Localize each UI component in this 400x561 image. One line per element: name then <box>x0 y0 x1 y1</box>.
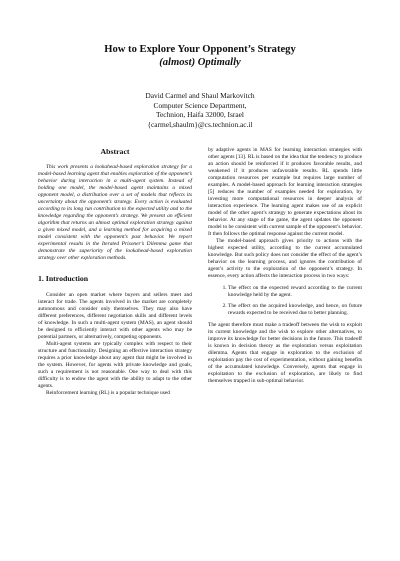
effect-item: 2. The effect on the acquired knowledge, and hence, on future rewards expected to be received due to better planning. <box>228 303 362 317</box>
paper-page <box>0 43 400 561</box>
effect-item: 1. The effect on the expected reward according to the current knowledge held by the agent. <box>228 285 362 299</box>
intro-paragraph-1: Consider an open market where buyers and sellers meet and interact for trade. The agents involved in the market are completely autonomous and consider only themselves. They may also have different preferences, different negotiation skills and different levels of knowledge. In such a multi-agent system (MAS), an agent should be designed to efficiently interact with other agents who may be potential partners, or alternatively, competing opponents. <box>38 292 192 341</box>
abstract-heading: Abstract <box>100 147 130 157</box>
title-line-2: (almost) Optimally <box>159 57 241 68</box>
introduction-heading: 1. Introduction <box>38 274 89 284</box>
author-block <box>38 91 362 129</box>
author-email: {carmel,shaulm}@cs.technion.ac.il <box>147 119 253 129</box>
title-line-1: How to Explore Your Opponent’s Strategy <box>104 44 296 55</box>
left-column <box>38 147 192 397</box>
right-column <box>208 147 362 397</box>
paper-title <box>38 43 362 69</box>
author-institution: Technion, Haifa 32000, Israel <box>156 110 244 120</box>
right-paragraph-3: The agent therefore must make a tradeoff between the wish to exploit its current knowledge and the wish to explore other alternatives, to improve its knowledge for better decisions in the future. This tradeoff is known in decision theory as the exploration versus exploitation dilemma. Agents that engage in exploration to the exclusion of exploitation pay the cost of experimentation, without gaining benefits of the accumulated knowledge. Conversely, agents that engage in exploitation to the exclusion of exploration, are likely to find themselves trapped in sub-optimal behavior. <box>208 322 362 385</box>
author-names: David Carmel and Shaul Markovitch <box>145 91 255 100</box>
author-department: Computer Science Department, <box>153 100 247 110</box>
right-paragraph-2: The model-based approach gives priority to actions with the highest expected utility, according to the current accumulated knowledge. But such policy does not consider the effect of the agent’s behavior on the learning process, and ignores the contribution of agent’s activity to the exploration of the opponent’s strategy. In essence, every action affects the interaction process in two ways: <box>208 238 362 280</box>
right-paragraph-1: by adaptive agents in MAS for learning interaction strategies with other agents [13]. RL is based on the idea that the tendency to produce an action should be reinforced if it produces favorable results, and weakened if it produces unfavorable results. RL spends little computation resources per example but requires large number of examples. A model-based approach for learning interaction strategies [5] reduces the number of examples needed for exploration, by investing more computational resources in deeper analysis of interaction experience. The learning agent makes use of an explicit model of the other agent’s strategy to generate expectations about its behavior. At any stage of the game, the agent updates the opponent model to be consistent with current sample of the opponent’s behavior. It then follows the optimal response against the current model. <box>208 147 362 238</box>
two-column-body <box>38 147 362 397</box>
abstract-text: This work presents a lookahead-based exploration strategy for a model-based learning agent that enables exploration of the opponent’s behavior during interaction in a multi-agent system. Instead of holding one model, the model-based agent maintains a mixed opponent model, a distribution over a set of models that reflects its uncertainty about the opponent’s strategy. Every action is evaluated according to its long run contribution to the expected utility and to the knowledge regarding the opponent’s strategy. We present an efficient algorithm that returns an almost optimal exploration strategy against a given mixed model, and a learning method for acquiring a mixed model consistent with the opponent’s past behavior. We report experimental results in the Iterated Prisoner’s Dilemma game that demonstrate the superiority of the lookahead-based exploration strategy over other exploration methods. <box>38 164 192 262</box>
intro-paragraph-3: Reinforcement learning (RL) is a popular technique used <box>46 390 170 397</box>
intro-paragraph-2: Multi-agent systems are typically complex with respect to their structure and functionality. Designing an effective interaction strategy requires a prior knowledge about any agent that might be involved in the system. However, for agents with private knowledge and goals, such a requirement is not reasonable. One way to deal with this difficulty is to endow the agent with the ability to adapt to the other agents. <box>38 341 192 390</box>
effects-list <box>208 285 362 317</box>
